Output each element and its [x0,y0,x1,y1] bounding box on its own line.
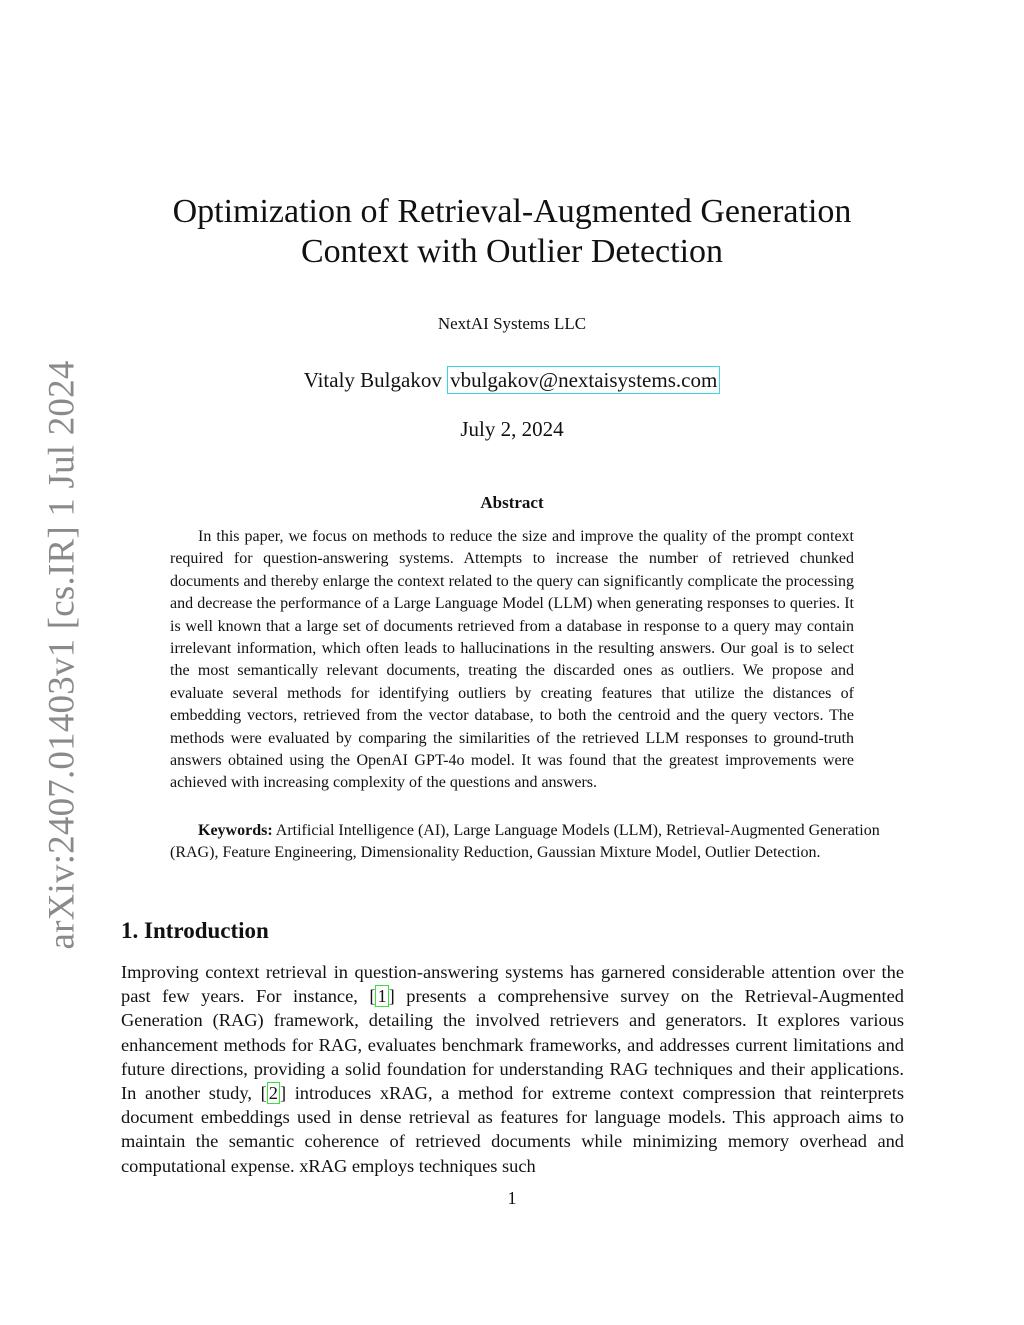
affiliation: NextAI Systems LLC [437,314,587,333]
page-number: 1 [507,1188,517,1208]
paper-title [0,192,1024,272]
keywords-label: Keywords: [198,822,273,839]
author-email-link[interactable]: vbulgakov@nextaisystems.com [447,366,720,394]
title-line-2: Context with Outlier Detection [300,233,724,270]
title-line-1: Optimization of Retrieval-Augmented Generation [172,193,852,230]
intro-text-part-3: ] introduces xRAG, a method for extreme context compression that reinterprets document embeddings used in dense retrieval as features for language models. This approach aims to maintain the semantic coherence of retrieved documents while minimizing memory overhead and computational expense. xRAG employs techniques such [121,1083,904,1176]
abstract-text: In this paper, we focus on methods to reduce the size and improve the quality of the prompt context required for question-answering systems. Attempts to increase the number of retrieved chunked documents and thereby enlarge the context related to the query can significantly complicate the processing and decrease the performance of a Large Language Model (LLM) when generating responses to queries. It is well known that a large set of documents retrieved from a database in response to a query may contain irrelevant information, which often leads to hallucinations in the resulting answers. Our goal is to select the most semantically relevant documents, treating the discarded ones as outliers. We propose and evaluate several methods for identifying outliers by creating features that utilize the distances of embedding vectors, retrieved from the vector database, to both the centroid and the query vectors. The methods were evaluated by comparing the similarities of the retrieved LLM responses to ground-truth answers obtained using the OpenAI GPT-4o model. It was found that the greatest improvements were achieved with increasing complexity of the questions and answers. [170,528,854,792]
publication-date: July 2, 2024 [460,417,564,441]
introduction-paragraph [121,960,904,1178]
citation-link-1[interactable]: 1 [377,986,387,1007]
section-heading-introduction: 1. Introduction [121,918,269,943]
author-line [0,368,1024,393]
citation-link-2[interactable]: 2 [268,1083,278,1104]
keywords [170,820,882,865]
abstract-heading: Abstract [480,493,544,512]
intro-text-part-1: Improving context retrieval in question-answering systems has garnered considerable attention over the past few years. For instance, [ [121,962,904,1007]
author-name: Vitaly Bulgakov [303,368,442,392]
arxiv-identifier: arXiv:2407.01403v1 [cs.IR] 1 Jul 2024 [41,360,83,950]
intro-text-part-2: ] presents a comprehensive survey on the Retrieval-Augmented Generation (RAG) framework, detailing the involved retrievers and generators. It explores various enhancement methods for RAG, evaluates benchmark frameworks, and addresses current limitations and future directions, providing a solid foundation for understanding RAG techniques and their applications. In another study, [ [121,986,904,1104]
keywords-text: Artificial Intelligence (AI), Large Language Models (LLM), Retrieval-Augmented Generation (RAG), Feature Engineering, Dimensionality Reduction, Gaussian Mixture Model, Outlier Detection. [170,822,880,862]
